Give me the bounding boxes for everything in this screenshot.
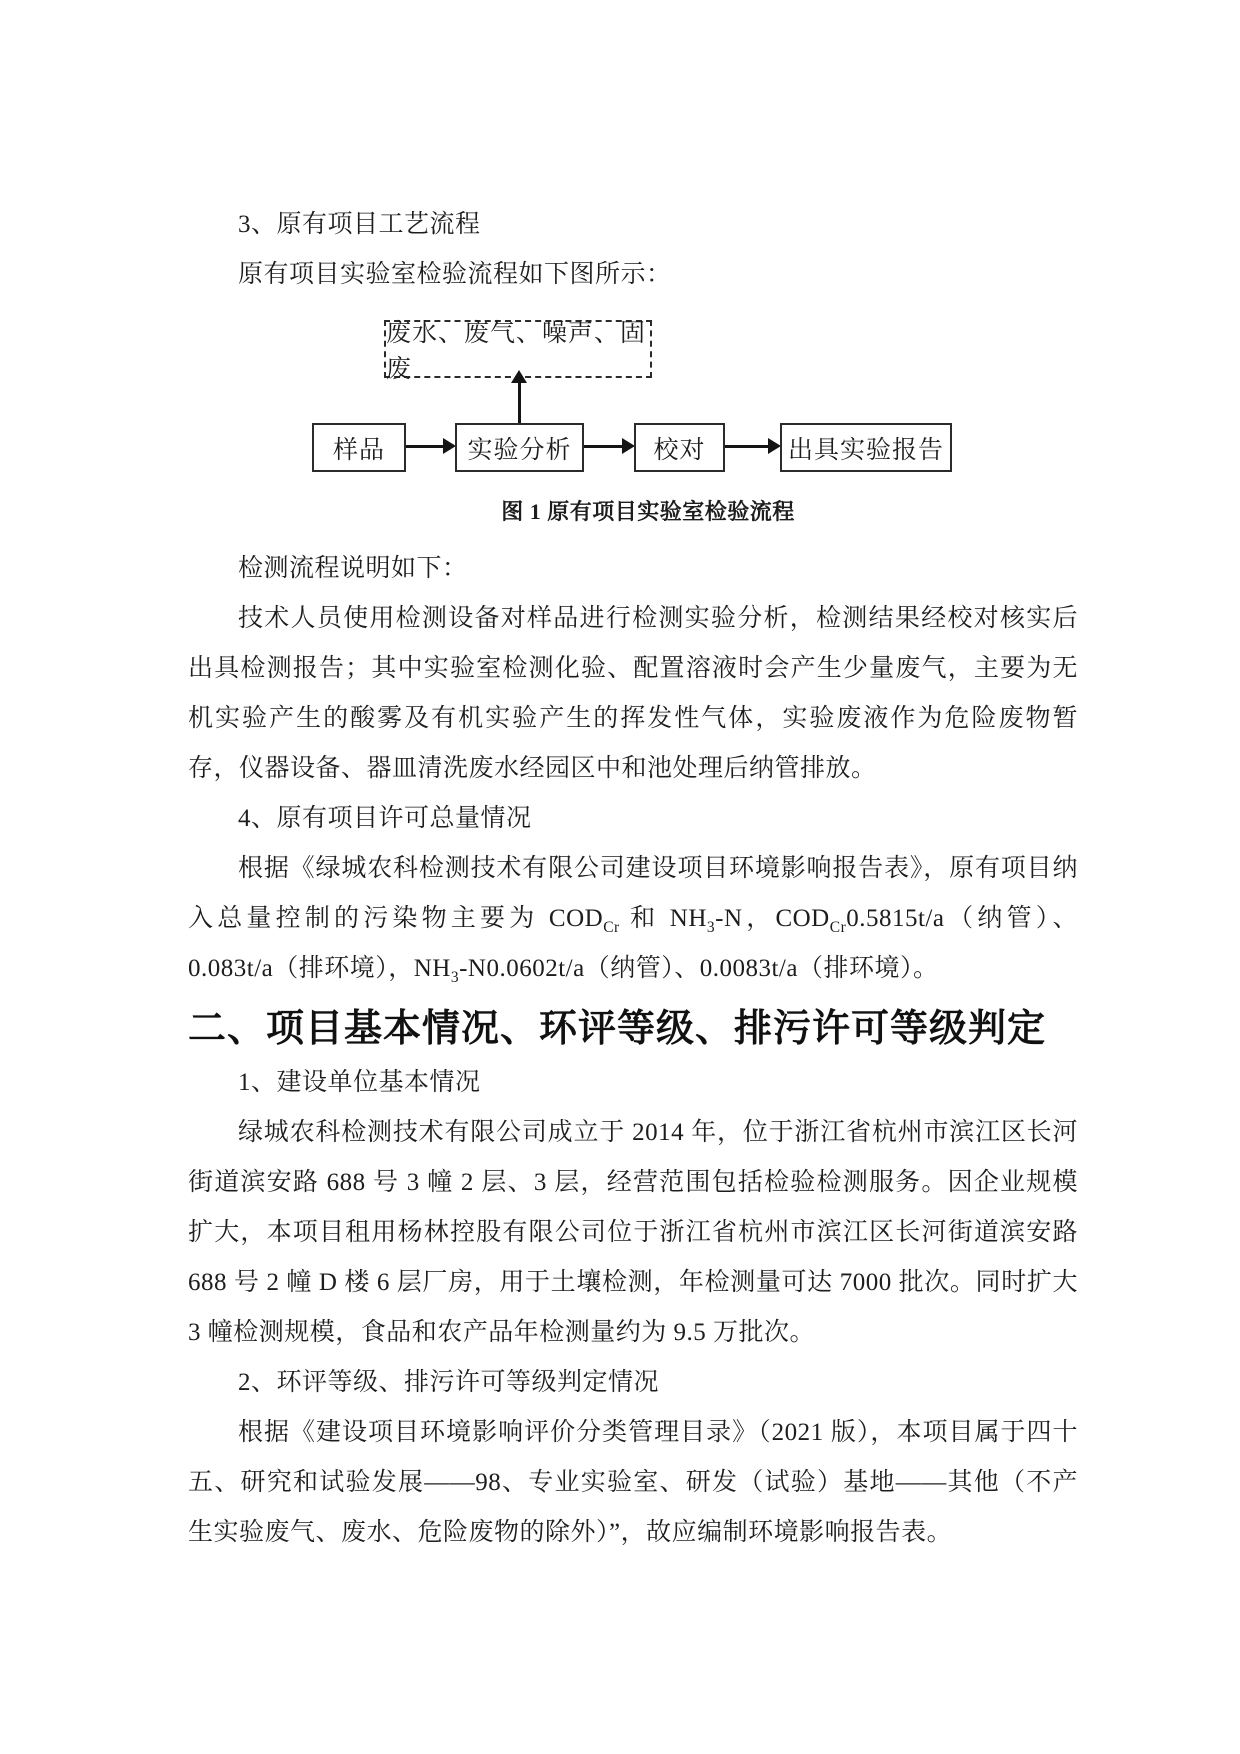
process-note-title: 检测流程说明如下：: [238, 555, 468, 582]
process-note-paragraph: 技术人员使用检测设备对样品进行检测实验分析，检测结果经校对核实后出具检测报告；其中实验室检测化验、配置溶液时会产生少量废气，主要为无机实验产生的酸雾及有机实验产生的挥发性气体，实验废液作为危险废物暂存，仪器设备、器皿清洗废水经园区中和池处理后纳管排放。: [188, 605, 1078, 782]
figure-caption: 图 1 原有项目实验室检验流程: [501, 499, 795, 524]
section-3-title: 3、原有项目工艺流程: [238, 211, 481, 238]
sub2-title: 2、环评等级、排污许可等级判定情况: [238, 1369, 660, 1396]
arrow-right-icon: [584, 445, 622, 448]
section-2-heading: 二、项目基本情况、环评等级、排污许可等级判定: [188, 1008, 1047, 1050]
permit-total-paragraph: 根据《绿城农科检测技术有限公司建设项目环境影响报告表》，原有项目纳入总量控制的污染物主要为 $COD_{Cr}$ 和 $NH_3-N$，$COD_{Cr}0.5815t/a$（纳管）、0.083t/a（排环境），$NH_3-N0.0602t/a$（纳管）、0.0083t/a（排环境）。: [188, 855, 1078, 986]
flow-step-analysis: 实验分析: [455, 423, 584, 472]
company-paragraph: 绿城农科检测技术有限公司成立于 2014 年，位于浙江省杭州市滨江区长河街道滨安路 688 号 3 幢 2 层、3 层，经营范围包括检验检测服务。因企业规模扩大，本项目租用杨林控股有限公司位于浙江省杭州市滨江区长河街道滨安路 688 号 2 幢 D 楼 6 层厂房，用于土壤检测，年检测量可达 7000 批次。同时扩大 3 幢检测规模，食品和农产品年检测量约为 9.5 万批次。: [188, 1119, 1078, 1346]
eia-grade-paragraph: 根据《建设项目环境影响评价分类管理目录》（2021 版），本项目属于四十五、研究和试验发展——98、专业实验室、研发（试验）基地——其他（不产生实验废气、废水、危险废物的除外）”，故应编制环境影响报告表。: [188, 1419, 1078, 1546]
emission-dashed-box: 废水、废气、噪声、固废: [384, 320, 652, 378]
section-4-title: 4、原有项目许可总量情况: [238, 805, 532, 832]
lab-process-flowchart: [188, 320, 1078, 472]
section-3-intro: 原有项目实验室检验流程如下图所示：: [238, 261, 672, 288]
flow-step-sample: 样品: [312, 423, 406, 472]
arrow-right-icon: [406, 445, 443, 448]
arrow-up-icon: [518, 382, 521, 423]
sub1-title: 1、建设单位基本情况: [238, 1069, 481, 1096]
flow-step-report: 出具实验报告: [780, 423, 952, 472]
arrow-right-icon: [725, 445, 768, 448]
flow-step-proofread: 校对: [634, 423, 725, 472]
